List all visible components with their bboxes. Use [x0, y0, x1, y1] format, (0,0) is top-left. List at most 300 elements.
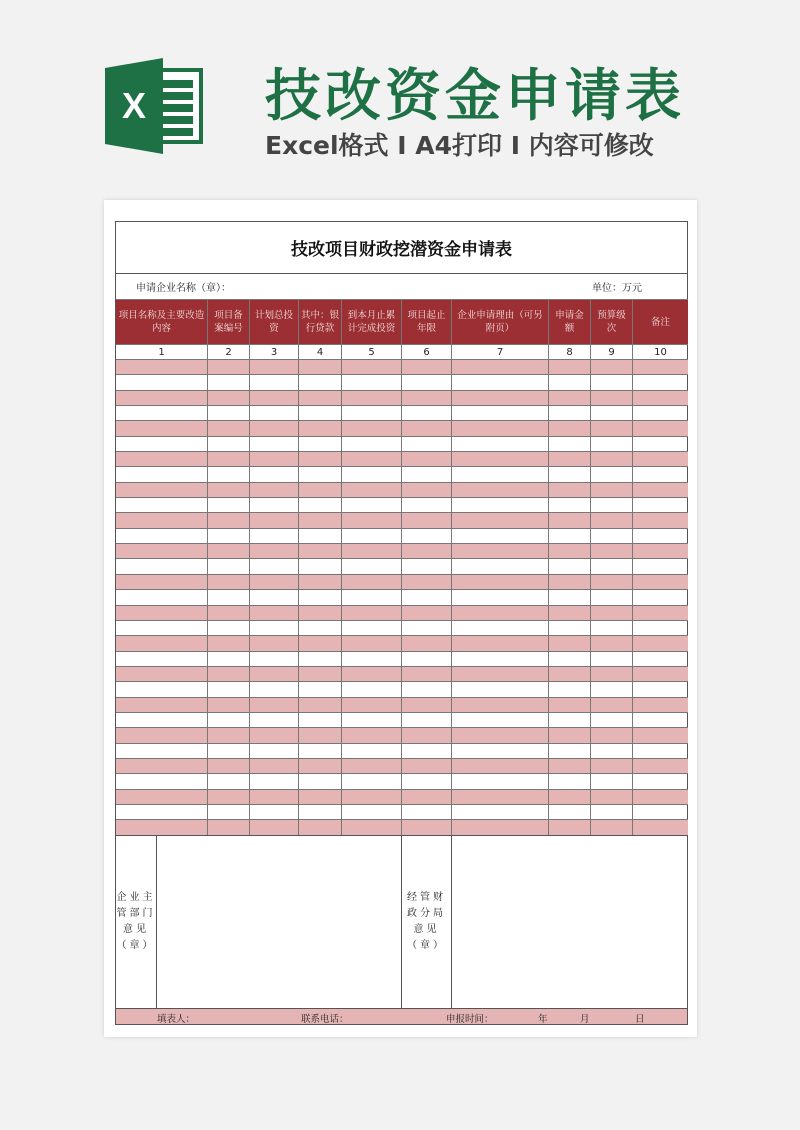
- table-cell[interactable]: [402, 712, 452, 727]
- table-cell[interactable]: [342, 635, 402, 650]
- table-cell[interactable]: [452, 543, 549, 558]
- table-cell[interactable]: [452, 743, 549, 758]
- table-cell[interactable]: [591, 528, 633, 543]
- table-cell[interactable]: [299, 528, 342, 543]
- table-cell[interactable]: [342, 697, 402, 712]
- table-cell[interactable]: [633, 512, 688, 527]
- table-cell[interactable]: [299, 359, 342, 374]
- table-cell[interactable]: [342, 374, 402, 389]
- table-cell[interactable]: [208, 651, 250, 666]
- table-cell[interactable]: [549, 681, 591, 696]
- table-cell[interactable]: [208, 359, 250, 374]
- table-cell[interactable]: [591, 804, 633, 819]
- table-cell[interactable]: [299, 743, 342, 758]
- table-cell[interactable]: [591, 681, 633, 696]
- table-cell[interactable]: [116, 620, 208, 635]
- table-cell[interactable]: [208, 804, 250, 819]
- table-cell[interactable]: [299, 819, 342, 834]
- table-cell[interactable]: [342, 558, 402, 573]
- table-cell[interactable]: [591, 482, 633, 497]
- table-cell[interactable]: [250, 543, 299, 558]
- table-cell[interactable]: [250, 819, 299, 834]
- table-cell[interactable]: [208, 405, 250, 420]
- table-cell[interactable]: [452, 635, 549, 650]
- table-cell[interactable]: [342, 589, 402, 604]
- table-cell[interactable]: [452, 482, 549, 497]
- table-cell[interactable]: [116, 359, 208, 374]
- table-cell[interactable]: [299, 543, 342, 558]
- table-cell[interactable]: [402, 727, 452, 742]
- table-cell[interactable]: [342, 743, 402, 758]
- table-cell[interactable]: [299, 773, 342, 788]
- table-cell[interactable]: [591, 727, 633, 742]
- table-cell[interactable]: [116, 804, 208, 819]
- table-cell[interactable]: [116, 482, 208, 497]
- table-cell[interactable]: [591, 436, 633, 451]
- table-cell[interactable]: [402, 451, 452, 466]
- table-cell[interactable]: [549, 773, 591, 788]
- table-cell[interactable]: [299, 727, 342, 742]
- table-cell[interactable]: [452, 390, 549, 405]
- table-cell[interactable]: [299, 451, 342, 466]
- table-cell[interactable]: [116, 543, 208, 558]
- table-cell[interactable]: [299, 558, 342, 573]
- table-cell[interactable]: [299, 635, 342, 650]
- table-cell[interactable]: [591, 497, 633, 512]
- table-cell[interactable]: [402, 436, 452, 451]
- table-cell[interactable]: [633, 482, 688, 497]
- table-cell[interactable]: [452, 466, 549, 481]
- table-cell[interactable]: [250, 512, 299, 527]
- table-cell[interactable]: [250, 374, 299, 389]
- table-cell[interactable]: [342, 620, 402, 635]
- table-cell[interactable]: [633, 712, 688, 727]
- table-cell[interactable]: [342, 804, 402, 819]
- table-cell[interactable]: [208, 558, 250, 573]
- table-cell[interactable]: [549, 712, 591, 727]
- table-cell[interactable]: [549, 558, 591, 573]
- table-cell[interactable]: [633, 789, 688, 804]
- table-cell[interactable]: [633, 666, 688, 681]
- table-cell[interactable]: [549, 405, 591, 420]
- table-cell[interactable]: [299, 620, 342, 635]
- table-cell[interactable]: [250, 789, 299, 804]
- table-cell[interactable]: [452, 712, 549, 727]
- table-cell[interactable]: [591, 558, 633, 573]
- table-cell[interactable]: [452, 605, 549, 620]
- table-cell[interactable]: [633, 727, 688, 742]
- table-cell[interactable]: [116, 789, 208, 804]
- table-cell[interactable]: [633, 758, 688, 773]
- table-cell[interactable]: [342, 758, 402, 773]
- table-cell[interactable]: [549, 789, 591, 804]
- table-cell[interactable]: [116, 666, 208, 681]
- table-cell[interactable]: [591, 605, 633, 620]
- table-cell[interactable]: [116, 773, 208, 788]
- table-cell[interactable]: [250, 697, 299, 712]
- table-cell[interactable]: [342, 482, 402, 497]
- table-cell[interactable]: [342, 712, 402, 727]
- table-cell[interactable]: [549, 574, 591, 589]
- table-cell[interactable]: [633, 681, 688, 696]
- table-cell[interactable]: [633, 697, 688, 712]
- table-cell[interactable]: [633, 390, 688, 405]
- table-cell[interactable]: [342, 574, 402, 589]
- table-cell[interactable]: [250, 558, 299, 573]
- table-cell[interactable]: [250, 620, 299, 635]
- table-cell[interactable]: [452, 758, 549, 773]
- table-cell[interactable]: [591, 651, 633, 666]
- table-cell[interactable]: [549, 420, 591, 435]
- table-cell[interactable]: [452, 651, 549, 666]
- table-cell[interactable]: [591, 405, 633, 420]
- table-cell[interactable]: [452, 697, 549, 712]
- table-cell[interactable]: [208, 374, 250, 389]
- table-cell[interactable]: [342, 681, 402, 696]
- table-cell[interactable]: [250, 390, 299, 405]
- table-cell[interactable]: [402, 789, 452, 804]
- table-cell[interactable]: [116, 512, 208, 527]
- table-cell[interactable]: [591, 789, 633, 804]
- table-cell[interactable]: [208, 819, 250, 834]
- table-cell[interactable]: [402, 666, 452, 681]
- table-cell[interactable]: [342, 390, 402, 405]
- table-cell[interactable]: [208, 589, 250, 604]
- table-cell[interactable]: [116, 451, 208, 466]
- table-cell[interactable]: [452, 819, 549, 834]
- table-cell[interactable]: [591, 543, 633, 558]
- table-cell[interactable]: [116, 635, 208, 650]
- table-cell[interactable]: [250, 712, 299, 727]
- table-cell[interactable]: [299, 420, 342, 435]
- table-cell[interactable]: [208, 436, 250, 451]
- table-cell[interactable]: [402, 359, 452, 374]
- table-cell[interactable]: [299, 374, 342, 389]
- table-cell[interactable]: [208, 743, 250, 758]
- table-cell[interactable]: [342, 773, 402, 788]
- table-cell[interactable]: [452, 497, 549, 512]
- table-cell[interactable]: [591, 390, 633, 405]
- table-cell[interactable]: [342, 466, 402, 481]
- table-cell[interactable]: [342, 497, 402, 512]
- table-cell[interactable]: [299, 712, 342, 727]
- table-cell[interactable]: [208, 727, 250, 742]
- table-cell[interactable]: [402, 374, 452, 389]
- table-cell[interactable]: [208, 574, 250, 589]
- table-cell[interactable]: [299, 436, 342, 451]
- table-cell[interactable]: [633, 451, 688, 466]
- table-cell[interactable]: [633, 497, 688, 512]
- table-cell[interactable]: [549, 436, 591, 451]
- table-cell[interactable]: [250, 497, 299, 512]
- table-cell[interactable]: [591, 451, 633, 466]
- table-cell[interactable]: [250, 436, 299, 451]
- table-cell[interactable]: [633, 436, 688, 451]
- table-cell[interactable]: [116, 819, 208, 834]
- table-cell[interactable]: [250, 466, 299, 481]
- table-cell[interactable]: [402, 558, 452, 573]
- table-cell[interactable]: [342, 359, 402, 374]
- table-cell[interactable]: [250, 574, 299, 589]
- table-cell[interactable]: [402, 620, 452, 635]
- table-cell[interactable]: [452, 681, 549, 696]
- table-cell[interactable]: [342, 405, 402, 420]
- table-cell[interactable]: [402, 466, 452, 481]
- table-cell[interactable]: [116, 589, 208, 604]
- table-cell[interactable]: [208, 466, 250, 481]
- table-cell[interactable]: [402, 819, 452, 834]
- opinion-left-cell[interactable]: [157, 836, 402, 1008]
- table-cell[interactable]: [299, 681, 342, 696]
- table-cell[interactable]: [116, 712, 208, 727]
- table-cell[interactable]: [208, 681, 250, 696]
- table-cell[interactable]: [549, 697, 591, 712]
- table-cell[interactable]: [402, 543, 452, 558]
- table-cell[interactable]: [549, 466, 591, 481]
- table-cell[interactable]: [116, 405, 208, 420]
- table-cell[interactable]: [299, 497, 342, 512]
- table-cell[interactable]: [452, 727, 549, 742]
- table-cell[interactable]: [208, 666, 250, 681]
- table-cell[interactable]: [402, 528, 452, 543]
- table-cell[interactable]: [299, 804, 342, 819]
- table-cell[interactable]: [591, 743, 633, 758]
- table-cell[interactable]: [402, 497, 452, 512]
- table-cell[interactable]: [549, 497, 591, 512]
- table-cell[interactable]: [549, 528, 591, 543]
- table-cell[interactable]: [549, 482, 591, 497]
- table-cell[interactable]: [250, 420, 299, 435]
- table-cell[interactable]: [250, 528, 299, 543]
- table-cell[interactable]: [633, 819, 688, 834]
- table-cell[interactable]: [342, 436, 402, 451]
- table-cell[interactable]: [116, 574, 208, 589]
- table-cell[interactable]: [452, 558, 549, 573]
- table-cell[interactable]: [549, 620, 591, 635]
- table-cell[interactable]: [208, 712, 250, 727]
- table-cell[interactable]: [208, 620, 250, 635]
- table-cell[interactable]: [250, 804, 299, 819]
- table-cell[interactable]: [591, 666, 633, 681]
- table-cell[interactable]: [342, 605, 402, 620]
- table-cell[interactable]: [208, 635, 250, 650]
- table-cell[interactable]: [402, 697, 452, 712]
- table-cell[interactable]: [549, 512, 591, 527]
- table-cell[interactable]: [402, 743, 452, 758]
- table-cell[interactable]: [250, 605, 299, 620]
- table-cell[interactable]: [591, 773, 633, 788]
- table-cell[interactable]: [633, 804, 688, 819]
- table-cell[interactable]: [299, 589, 342, 604]
- table-cell[interactable]: [402, 651, 452, 666]
- table-cell[interactable]: [342, 420, 402, 435]
- table-cell[interactable]: [402, 605, 452, 620]
- table-cell[interactable]: [591, 589, 633, 604]
- table-cell[interactable]: [299, 605, 342, 620]
- table-cell[interactable]: [250, 758, 299, 773]
- table-cell[interactable]: [208, 512, 250, 527]
- table-cell[interactable]: [342, 666, 402, 681]
- table-cell[interactable]: [633, 543, 688, 558]
- table-cell[interactable]: [250, 405, 299, 420]
- table-cell[interactable]: [116, 605, 208, 620]
- table-cell[interactable]: [452, 528, 549, 543]
- table-cell[interactable]: [591, 712, 633, 727]
- table-cell[interactable]: [250, 589, 299, 604]
- table-cell[interactable]: [402, 390, 452, 405]
- table-cell[interactable]: [116, 528, 208, 543]
- table-cell[interactable]: [591, 819, 633, 834]
- table-cell[interactable]: [549, 651, 591, 666]
- table-cell[interactable]: [591, 574, 633, 589]
- table-cell[interactable]: [633, 574, 688, 589]
- table-cell[interactable]: [591, 420, 633, 435]
- table-cell[interactable]: [402, 512, 452, 527]
- table-cell[interactable]: [402, 482, 452, 497]
- table-cell[interactable]: [549, 451, 591, 466]
- table-cell[interactable]: [208, 420, 250, 435]
- table-cell[interactable]: [402, 574, 452, 589]
- table-cell[interactable]: [633, 405, 688, 420]
- table-cell[interactable]: [452, 773, 549, 788]
- table-cell[interactable]: [342, 451, 402, 466]
- table-cell[interactable]: [591, 374, 633, 389]
- table-cell[interactable]: [342, 543, 402, 558]
- table-cell[interactable]: [208, 528, 250, 543]
- table-cell[interactable]: [342, 819, 402, 834]
- table-cell[interactable]: [208, 789, 250, 804]
- table-cell[interactable]: [299, 789, 342, 804]
- table-cell[interactable]: [116, 681, 208, 696]
- table-cell[interactable]: [299, 482, 342, 497]
- table-cell[interactable]: [633, 528, 688, 543]
- table-cell[interactable]: [591, 620, 633, 635]
- table-cell[interactable]: [299, 651, 342, 666]
- table-cell[interactable]: [452, 374, 549, 389]
- table-cell[interactable]: [402, 589, 452, 604]
- table-cell[interactable]: [116, 558, 208, 573]
- table-cell[interactable]: [208, 497, 250, 512]
- table-cell[interactable]: [633, 558, 688, 573]
- table-cell[interactable]: [116, 743, 208, 758]
- table-cell[interactable]: [208, 758, 250, 773]
- table-cell[interactable]: [549, 605, 591, 620]
- table-cell[interactable]: [116, 436, 208, 451]
- table-cell[interactable]: [633, 743, 688, 758]
- table-cell[interactable]: [633, 620, 688, 635]
- table-cell[interactable]: [299, 466, 342, 481]
- table-cell[interactable]: [116, 390, 208, 405]
- table-cell[interactable]: [633, 635, 688, 650]
- table-cell[interactable]: [633, 589, 688, 604]
- table-cell[interactable]: [591, 359, 633, 374]
- table-cell[interactable]: [591, 466, 633, 481]
- table-cell[interactable]: [116, 497, 208, 512]
- table-cell[interactable]: [299, 574, 342, 589]
- table-cell[interactable]: [549, 758, 591, 773]
- table-cell[interactable]: [116, 697, 208, 712]
- table-cell[interactable]: [208, 543, 250, 558]
- table-cell[interactable]: [116, 420, 208, 435]
- table-cell[interactable]: [549, 589, 591, 604]
- table-cell[interactable]: [208, 390, 250, 405]
- table-cell[interactable]: [250, 482, 299, 497]
- table-cell[interactable]: [402, 420, 452, 435]
- table-cell[interactable]: [549, 359, 591, 374]
- table-cell[interactable]: [549, 666, 591, 681]
- table-cell[interactable]: [633, 773, 688, 788]
- table-cell[interactable]: [402, 635, 452, 650]
- table-cell[interactable]: [549, 819, 591, 834]
- table-cell[interactable]: [208, 451, 250, 466]
- table-cell[interactable]: [342, 727, 402, 742]
- table-cell[interactable]: [116, 727, 208, 742]
- table-cell[interactable]: [452, 574, 549, 589]
- table-cell[interactable]: [591, 512, 633, 527]
- table-cell[interactable]: [452, 789, 549, 804]
- table-cell[interactable]: [250, 635, 299, 650]
- table-cell[interactable]: [452, 405, 549, 420]
- table-cell[interactable]: [549, 635, 591, 650]
- table-cell[interactable]: [549, 804, 591, 819]
- table-cell[interactable]: [633, 420, 688, 435]
- table-cell[interactable]: [549, 374, 591, 389]
- table-cell[interactable]: [250, 651, 299, 666]
- table-cell[interactable]: [633, 605, 688, 620]
- table-cell[interactable]: [342, 651, 402, 666]
- table-cell[interactable]: [402, 804, 452, 819]
- table-cell[interactable]: [591, 758, 633, 773]
- table-cell[interactable]: [208, 773, 250, 788]
- table-cell[interactable]: [116, 374, 208, 389]
- table-cell[interactable]: [591, 635, 633, 650]
- table-cell[interactable]: [208, 482, 250, 497]
- table-cell[interactable]: [402, 758, 452, 773]
- table-cell[interactable]: [299, 512, 342, 527]
- table-cell[interactable]: [452, 512, 549, 527]
- table-cell[interactable]: [452, 420, 549, 435]
- table-cell[interactable]: [342, 512, 402, 527]
- table-cell[interactable]: [116, 466, 208, 481]
- table-cell[interactable]: [250, 666, 299, 681]
- table-cell[interactable]: [208, 605, 250, 620]
- table-cell[interactable]: [402, 773, 452, 788]
- table-cell[interactable]: [342, 528, 402, 543]
- table-cell[interactable]: [633, 651, 688, 666]
- table-cell[interactable]: [299, 390, 342, 405]
- table-cell[interactable]: [452, 589, 549, 604]
- table-cell[interactable]: [402, 405, 452, 420]
- table-cell[interactable]: [633, 359, 688, 374]
- table-cell[interactable]: [633, 374, 688, 389]
- table-cell[interactable]: [116, 758, 208, 773]
- table-cell[interactable]: [250, 359, 299, 374]
- table-cell[interactable]: [250, 681, 299, 696]
- table-cell[interactable]: [299, 666, 342, 681]
- table-cell[interactable]: [452, 436, 549, 451]
- table-cell[interactable]: [549, 727, 591, 742]
- table-cell[interactable]: [250, 451, 299, 466]
- table-cell[interactable]: [549, 543, 591, 558]
- table-cell[interactable]: [250, 743, 299, 758]
- table-cell[interactable]: [452, 451, 549, 466]
- opinion-right-cell[interactable]: [452, 836, 688, 1008]
- table-cell[interactable]: [208, 697, 250, 712]
- table-cell[interactable]: [633, 466, 688, 481]
- table-cell[interactable]: [342, 789, 402, 804]
- table-cell[interactable]: [452, 620, 549, 635]
- table-cell[interactable]: [299, 697, 342, 712]
